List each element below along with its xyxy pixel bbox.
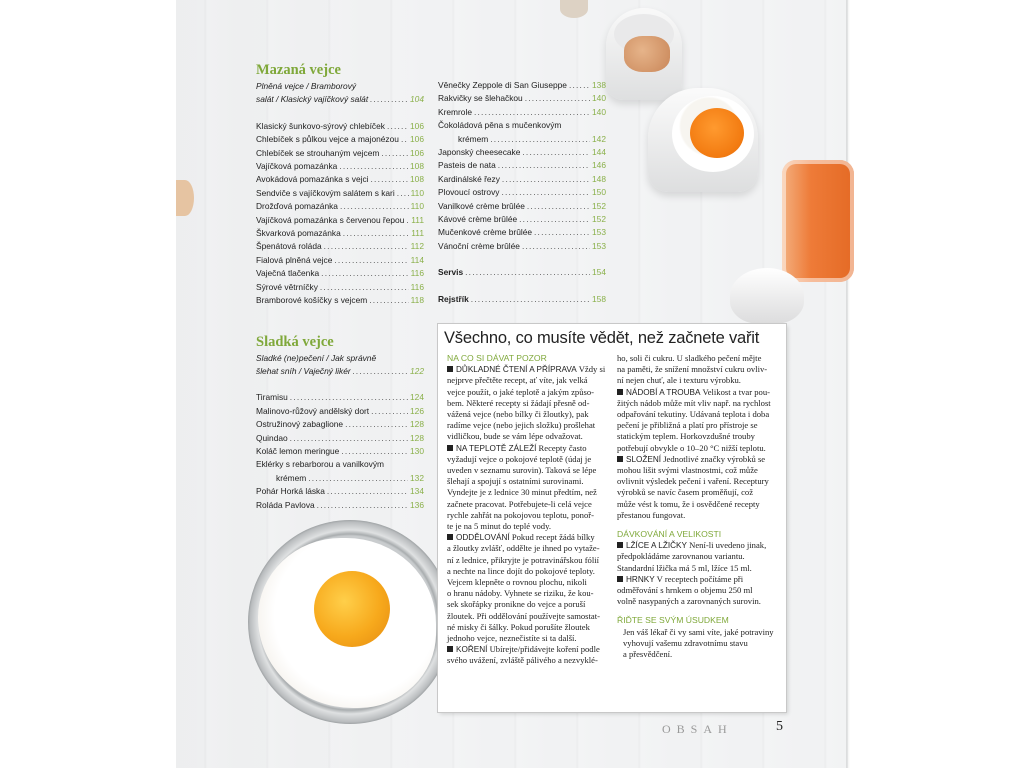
toc-leader-dots (490, 133, 590, 146)
toc-entry-label: Vanilkové crème brûlée (438, 200, 525, 211)
toc-leader-dots (397, 187, 409, 200)
box-text-line: může vést k tomu, že i osvědčené recepty (617, 498, 760, 509)
toc-entry (256, 485, 424, 498)
toc-entry-page: 106 (410, 134, 424, 145)
toc-entry (438, 200, 606, 213)
box-paragraph-lead (447, 443, 607, 454)
toc-entry (438, 106, 606, 119)
toc-leader-dots (334, 254, 408, 267)
toc-entry-page: 158 (592, 293, 606, 304)
box-section-heading: DÁVKOVÁNÍ A VELIKOSTI (617, 529, 722, 540)
toc-entry-page: 130 (410, 445, 424, 456)
toc-entry-label: Kardinálské řezy (438, 173, 500, 184)
toc-entry (256, 147, 424, 160)
toc-entry-label: Vajíčková pomazánka (256, 161, 338, 172)
box-text-line: a nechte na lince dojít do pokojové teploty. (447, 565, 595, 576)
box-text-line: jednoho vejce, neznečistíte si ta další. (447, 633, 577, 644)
box-paragraph-text: V receptech počítáme při (656, 573, 744, 584)
toc-entry-label: Pohár Horká láska (256, 486, 325, 497)
box-text-line: výrobků se navíc časem proměňují, což (617, 487, 754, 498)
toc-entry-page: 122 (410, 365, 424, 376)
toc-entry-page: 152 (592, 200, 606, 211)
toc-entry (438, 146, 606, 159)
box-paragraph-text: Jednotlivé značky výrobků se (663, 453, 766, 464)
toc-leader-dots (501, 186, 590, 199)
eggshell-fragment (560, 0, 588, 18)
toc-entry (256, 120, 424, 133)
toc-entry (438, 226, 606, 239)
toc-entry (256, 227, 424, 240)
toc-entry-page: 124 (410, 392, 424, 403)
toc-leader-dots (474, 106, 590, 119)
toc-entry-label: Drožďová pomazánka (256, 201, 338, 212)
toc-entry (438, 133, 606, 146)
box-text-line: pečení je přibližná a platí pro přístroje se (617, 420, 758, 431)
toc-entry-page: 118 (410, 295, 424, 306)
bullet-square-icon (617, 456, 623, 462)
toc-leader-dots (502, 173, 590, 186)
toc-entry-page: 153 (592, 240, 606, 251)
box-paragraph-caption: NA TEPLOTĚ ZÁLEŽÍ (456, 443, 537, 453)
toc-entry (256, 187, 424, 200)
toc-entry-label: Kávové crème brûlée (438, 214, 518, 225)
bullet-square-icon (447, 534, 453, 540)
toc-entry (438, 159, 606, 172)
toc-entry-page: 144 (592, 147, 606, 158)
toc-entry (438, 186, 606, 199)
toc-leader-dots (406, 214, 409, 227)
toc-entry (256, 365, 424, 378)
toc-spacer (256, 107, 424, 120)
toc-entry-page: 134 (410, 486, 424, 497)
box-text-line: sek skořápky pronikne do vejce a poruší (447, 599, 586, 610)
toc-leader-dots (353, 365, 408, 378)
toc-leader-dots (324, 240, 409, 253)
toc-entry-label: Škvarková pomazánka (256, 228, 341, 239)
box-paragraph-text: Recepty často (538, 442, 587, 453)
box-text-line: žitých nádob může mít vliv např. na rychlost (617, 397, 771, 408)
toc-entry-page: 142 (592, 133, 606, 144)
toc-entry-label: Tiramisu (256, 392, 288, 403)
toc-entry (256, 267, 424, 280)
toc-entry (256, 93, 424, 106)
box-text-line: vejce použít, o jaké teplotě a jakým způso- (447, 386, 594, 397)
toc-entry (256, 160, 424, 173)
box-text-line: ho, soli či cukru. U sladkého pečení mějte (617, 353, 762, 363)
toc-entry-label: Japonský cheesecake (438, 147, 521, 158)
toc-entry-label: Vaječná tlačenka (256, 268, 320, 279)
info-box-title: Všechno, co musíte vědět, než začnete vařit (444, 329, 760, 347)
box-text-line: a přesvědčení. (623, 649, 673, 660)
toc-leader-dots (522, 240, 590, 253)
toc-entry (256, 472, 424, 485)
cracked-eggshells (624, 36, 670, 72)
box-paragraph-lead (617, 574, 777, 585)
toc-entry-page: 128 (410, 432, 424, 443)
bullet-square-icon (617, 389, 623, 395)
toc-entry-label: Chlebíček se strouhaným vejcem (256, 147, 380, 158)
toc-entry (256, 294, 424, 307)
toc-entry-page: 106 (410, 120, 424, 131)
toc-entry (438, 240, 606, 253)
box-paragraph-text: Není-li uvedeno jinak, (689, 540, 767, 551)
toc-entry-page: 132 (410, 472, 424, 483)
toc-leader-dots (369, 294, 408, 307)
toc-entry (256, 214, 424, 227)
toc-entry-page: 136 (410, 499, 424, 510)
box-text-line: na paměti, že snížení množství cukru ovliv- (617, 364, 768, 375)
toc-leader-dots (519, 213, 590, 226)
box-text-line: statickým teplem. Horkovzdušné trouby (617, 431, 755, 442)
toc-leader-dots (522, 146, 590, 159)
toc-leader-dots (339, 160, 408, 173)
box-text-line: přestanou fungovat. (617, 509, 686, 520)
toc-leader-dots (569, 79, 590, 92)
box-paragraph-lead (617, 540, 777, 551)
toc-entry-label: Vajíčková pomazánka s červenou řepou (256, 214, 405, 225)
toc-entry-label: Čokoládová pěna s mučenkovým (438, 120, 562, 131)
info-box-left-column (447, 353, 607, 667)
bullet-square-icon (447, 646, 453, 652)
toc-entry (256, 254, 424, 267)
toc-entry (256, 418, 424, 431)
toc-entry-label: Rakvičky se šlehačkou (438, 93, 523, 104)
box-paragraph-text: Pokud recept žádá bílky (511, 532, 595, 543)
toc-leader-dots (527, 200, 590, 213)
toc-entry-label: šlehat sníh / Vaječný likér (256, 365, 351, 376)
toc-spacer (438, 253, 606, 266)
box-text-line: né misky či šálky. Pokud porušíte žloutek (447, 621, 590, 632)
box-text-line: vážená vejce (nebo bílky či žloutky), pak (447, 409, 589, 420)
toc-section-subtitle-last (256, 93, 424, 106)
paragraph-spacer (617, 607, 777, 615)
paragraph-spacer (617, 521, 777, 529)
toc-leader-dots (370, 93, 408, 106)
toc-entry-label: Vánoční crème brûlée (438, 240, 520, 251)
toc-entry-page: 114 (410, 254, 424, 265)
box-text-line: bem. Některé recepty si žádají přesně od- (447, 397, 590, 408)
toc-entry-page: 126 (410, 405, 424, 416)
bullet-square-icon (447, 366, 453, 372)
toc-entry-label: Věnečky Zeppole di San Giuseppe (438, 80, 567, 90)
box-paragraph-lead (447, 364, 607, 375)
box-text-line: odměřování s hrnkem o objemu 250 ml (617, 585, 753, 596)
box-text-line: te je na 5 minut do teplé vody. (447, 521, 551, 532)
toc-left-column (256, 62, 424, 512)
toc-entry-label: Plovoucí ostrovy (438, 187, 500, 198)
toc-leader-dots (320, 281, 409, 294)
toc-entry (256, 499, 424, 512)
toc-entry (438, 119, 606, 132)
box-paragraph-text: Velikost a tvar pou- (702, 386, 771, 397)
toc-entry-page: 116 (410, 281, 424, 292)
box-paragraph-lead (617, 387, 777, 398)
bullet-square-icon (617, 542, 623, 548)
toc-leader-dots (387, 120, 408, 133)
toc-leader-dots (381, 147, 408, 160)
toc-right-column (438, 79, 606, 306)
toc-entry-page: 153 (592, 227, 606, 238)
box-text-line: žloutek. Při oddělování používejte samostat- (447, 610, 600, 621)
info-box-right-column (617, 353, 777, 660)
box-text-line: uveden v seznamu surovin). Taková se lépe (447, 465, 597, 476)
box-paragraph-caption: KOŘENÍ (456, 645, 488, 655)
toc-entry (438, 79, 606, 92)
toc-entry-label: krémem (276, 472, 307, 483)
box-paragraph-caption: ODDĚLOVÁNÍ (456, 533, 510, 543)
toc-entry-label: Malinovo-růžový andělský dort (256, 405, 370, 416)
toc-entry-page: 111 (411, 228, 424, 239)
box-paragraph-caption: LŽÍCE A LŽIČKY (626, 541, 687, 551)
toc-entry-page: 104 (410, 94, 424, 105)
toc-leader-dots (345, 418, 408, 431)
toc-entry-label: Servis (438, 267, 464, 278)
toc-section-subtitle: Plněná vejce / Bramborový (256, 81, 357, 91)
toc-entry (438, 92, 606, 105)
box-text-line: radíme vejce (nebo jejich složku) prošlehat (447, 420, 596, 431)
box-paragraph-lead (617, 454, 777, 465)
toc-entry-page: 150 (592, 187, 606, 198)
toc-leader-dots (371, 405, 408, 418)
toc-entry-label: Sendviče s vajíčkovým salátem s kari (256, 187, 395, 198)
toc-leader-dots (534, 226, 590, 239)
jar-of-orange-spread (782, 160, 854, 282)
box-text-line: potřebují obvykle o 10–20 °C nižší teplotu. (617, 442, 766, 453)
box-text-line: svého uvážení, zvláště pálivého a nezvyklé- (447, 655, 598, 666)
eggshell-fragment (176, 180, 194, 216)
toc-entry-page: 152 (592, 214, 606, 225)
toc-leader-dots (341, 445, 408, 458)
bullet-square-icon (447, 445, 453, 451)
toc-entry-label: Ostružinový zabaglione (256, 419, 344, 430)
box-text-line: předpokládáme zarovnanou variantu. (617, 551, 745, 562)
toc-entry (256, 445, 424, 458)
toc-leader-dots (371, 173, 409, 186)
box-text-line: Standardní lžička má 5 ml, lžíce 15 ml. (617, 562, 752, 573)
toc-entry-label: Sýrové větrníčky (256, 281, 318, 292)
box-paragraph-caption: HRNKY (626, 574, 655, 584)
toc-entry (256, 240, 424, 253)
toc-entry-label: Fialová plněná vejce (256, 254, 333, 265)
toc-entry-label: Klasický šunkovo-sýrový chlebíček (256, 120, 385, 131)
toc-section-title: Mazaná vejce (256, 62, 341, 78)
toc-entry-page: 128 (410, 419, 424, 430)
toc-entry-label: Avokádová pomazánka s vejci (256, 174, 369, 185)
box-paragraph-caption: DŮKLADNÉ ČTENÍ A PŘÍPRAVA (456, 365, 577, 375)
box-text-line: volně nasypaných a zarovnaných surovin. (617, 596, 761, 607)
box-text-line: rychle zahřát na pokojovou teplotu, ponoř- (447, 509, 595, 520)
box-paragraph-text: Ubírejte/přidávejte koření podle (489, 644, 600, 655)
toc-entry-label: Kremrole (438, 106, 472, 117)
toc-leader-dots (290, 391, 408, 404)
toc-entry (438, 213, 606, 226)
toc-leader-dots (401, 133, 408, 146)
toc-entry-page: 110 (410, 201, 424, 212)
fried-egg-yolk (314, 571, 390, 647)
toc-spacer (256, 378, 424, 391)
toc-leader-dots (340, 200, 409, 213)
page-number: 5 (776, 719, 783, 734)
toc-entry-page: 148 (592, 173, 606, 184)
box-section-heading: ŘIĎTE SE SVÝM ÚSUDKEM (617, 615, 729, 626)
toc-entry-label: Špenátová roláda (256, 241, 322, 252)
box-text-line: ní z lednice, přikryjte je potravinářskou fólií (447, 554, 600, 565)
box-text-line: ovlivnit výsledek pečení i vaření. Receptury (617, 476, 769, 487)
toc-entry-page: 138 (592, 80, 606, 90)
toc-entry-page: 108 (410, 161, 424, 172)
box-text-line: ní nejen chuť, ale i texturu výrobku. (617, 375, 741, 386)
toc-entry (438, 173, 606, 186)
toc-leader-dots (498, 159, 590, 172)
box-paragraph-text: Vždy si (578, 364, 606, 375)
toc-leader-dots (317, 499, 408, 512)
toc-entry (256, 281, 424, 294)
toc-entry-page: 140 (592, 93, 606, 104)
toc-spacer (256, 308, 424, 334)
box-section-heading: NA CO SI DÁVAT POZOR (447, 353, 547, 363)
toc-entry-label: krémem (458, 133, 489, 144)
box-text-line: odpařování tekutiny. Udávaná teplota i doba (617, 409, 770, 420)
toc-entry-page: 112 (410, 241, 424, 252)
toc-entry-page: 146 (592, 160, 606, 171)
toc-entry-page: 108 (410, 174, 424, 185)
toc-entry-label: Eklérky s rebarborou a vanilkovým (256, 459, 385, 470)
toc-entry (438, 266, 606, 279)
toc-leader-dots (308, 472, 408, 485)
box-text-line: začnete pracovat. Potřebujete-li celá vejce (447, 498, 592, 509)
box-text-line: nejprve přečtěte recept, ať víte, jak velká (447, 375, 588, 386)
box-text-line: šlehají a spojují s ostatními surovinami. (447, 476, 584, 487)
toc-entry-label: Chlebíček s půlkou vejce a majonézou (256, 134, 399, 145)
toc-leader-dots (525, 92, 590, 105)
toc-entry (256, 173, 424, 186)
toc-entry-label: Koláč lemon meringue (256, 445, 340, 456)
toc-section-title: Sladká vejce (256, 333, 334, 350)
toc-entry-label: Rejstřík (438, 293, 469, 304)
empty-egg-cup (730, 268, 804, 324)
toc-section-subtitle-last (256, 365, 424, 378)
toc-entry-label: Mučenkové crème brûlée (438, 227, 533, 238)
toc-leader-dots (290, 432, 408, 445)
toc-entry-page: 154 (592, 267, 606, 278)
toc-entry-label: Pasteis de nata (438, 160, 496, 171)
toc-entry (438, 293, 606, 306)
box-paragraph-lead (447, 644, 607, 655)
box-text-line: vyhovují vašemu zdravotnímu stavu (623, 637, 748, 648)
toc-entry (256, 405, 424, 418)
toc-entry-label: salát / Klasický vajíčkový salát (256, 94, 369, 105)
section-label: OBSAH (662, 722, 733, 736)
toc-entry-page: 110 (410, 187, 424, 198)
toc-entry-page: 116 (410, 268, 424, 279)
box-paragraph-caption: NÁDOBÍ A TROUBA (626, 387, 701, 397)
toc-section-subtitle: Sladké (ne)pečení / Jak správně (256, 352, 377, 363)
toc-leader-dots (465, 266, 590, 279)
toc-entry (256, 391, 424, 404)
box-text-line: Jen váš lékař či vy sami víte, jaké potraviny (623, 626, 774, 637)
soft-boiled-egg-yolk (690, 108, 744, 158)
toc-entry-label: Quindao (256, 432, 288, 443)
box-text-line: vidličkou, bude se vám lépe odvažovat. (447, 431, 583, 442)
page-edge-shadow (846, 0, 850, 768)
toc-leader-dots (321, 267, 408, 280)
toc-entry (256, 200, 424, 213)
toc-entry-label: Bramborové košíčky s vejcem (256, 295, 368, 306)
toc-entry (256, 458, 424, 471)
toc-leader-dots (343, 227, 410, 240)
toc-entry-label: Roláda Pavlova (256, 499, 315, 510)
toc-entry-page: 140 (592, 106, 606, 117)
box-paragraph-caption: SLOŽENÍ (626, 454, 662, 464)
toc-spacer (438, 280, 606, 293)
toc-entry-page: 106 (410, 147, 424, 158)
toc-entry (256, 133, 424, 146)
box-text-line: o hranu nádoby. Vyhnete se riziku, že kou- (447, 588, 594, 599)
box-paragraph-lead (447, 532, 607, 543)
toc-entry-page: 111 (411, 214, 424, 225)
toc-entry (256, 432, 424, 445)
box-text-line: a žloutky zvlášť, oddělte je ihned po vytaže- (447, 543, 600, 554)
box-text-line: vyžadují vejce o pokojové teplotě (údaj je (447, 453, 592, 464)
toc-leader-dots (327, 485, 408, 498)
box-text-line: Vejcem klepněte o rovnou plochu, nikoli (447, 577, 587, 588)
box-text-line: Vyndejte je z lednice 30 minut předtím, než (447, 487, 597, 498)
toc-leader-dots (471, 293, 590, 306)
box-text-line: mohou lišit svými vlastnostmi, což může (617, 465, 758, 476)
bullet-square-icon (617, 576, 623, 582)
